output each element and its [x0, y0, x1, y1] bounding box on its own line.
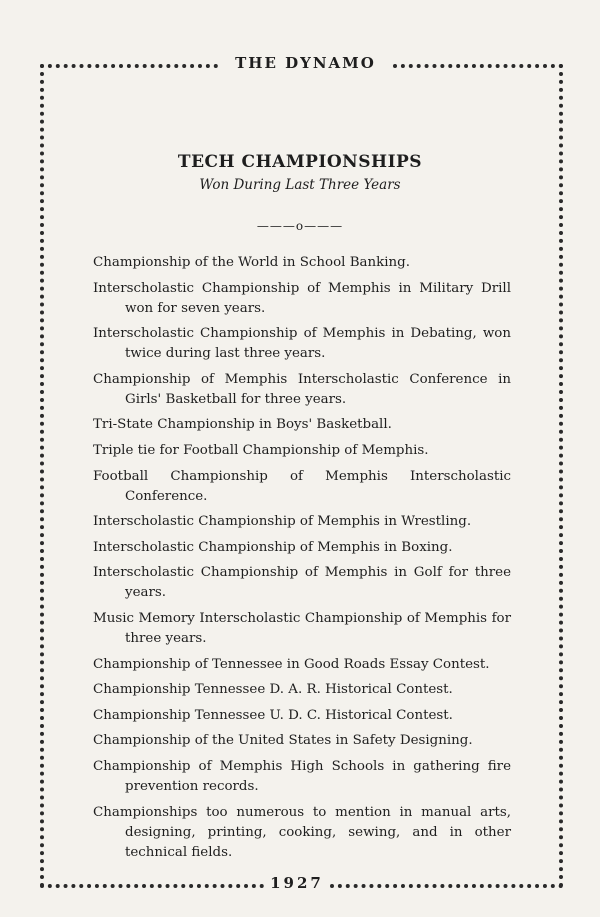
- list-item: Interscholastic Championship of Memphis in Military Drill won for seven years.: [93, 280, 511, 316]
- page-title: TECH CHAMPIONSHIPS: [177, 152, 423, 172]
- list-item: Tri-State Championship in Boys' Basketball.: [93, 417, 392, 433]
- list-item: Interscholastic Championship of Memphis in Boxing.: [93, 539, 453, 555]
- list-item: Triple tie for Football Championship of Memphis.: [93, 442, 429, 458]
- championship-list: [93, 253, 511, 868]
- list-item: Championship of Tennessee in Good Roads Essay Contest.: [93, 656, 490, 672]
- list-item: Interscholastic Championship of Memphis in Debating, won twice during last three years.: [93, 326, 511, 362]
- list-item: Championship of Memphis High Schools in gathering fire prevention records.: [93, 758, 511, 794]
- list-item: Championship of the World in School Banking.: [93, 255, 411, 270]
- list-item: Interscholastic Championship of Memphis in Golf for three years.: [93, 565, 511, 601]
- page-year: 1927: [270, 874, 324, 892]
- page-subtitle: Won During Last Three Years: [199, 177, 401, 193]
- list-item: Championship of Memphis Interscholastic Conference in Girls' Basketball for three years.: [93, 371, 511, 407]
- running-header: THE DYNAMO: [235, 54, 376, 72]
- list-item: Championship of the United States in Safety Designing.: [93, 733, 473, 749]
- list-item: Championship Tennessee U. D. C. Historical Contest.: [93, 707, 453, 723]
- border-top-left: [40, 64, 218, 68]
- list-item: Championships too numerous to mention in manual arts, designing, printing, cooking, sewing, and in other technical fields.: [93, 804, 511, 860]
- section-divider: ———o———: [256, 219, 344, 233]
- list-item: Championship Tennessee D. A. R. Historical Contest.: [93, 682, 453, 698]
- border-bottom-left: [40, 884, 264, 888]
- border-top-right: [393, 64, 563, 68]
- border-bottom-right: [330, 884, 563, 888]
- list-item: Music Memory Interscholastic Championship of Memphis for three years.: [93, 610, 511, 646]
- list-item: Football Championship of Memphis Interscholastic Conference.: [93, 468, 511, 504]
- list-item: Interscholastic Championship of Memphis in Wrestling.: [93, 514, 472, 530]
